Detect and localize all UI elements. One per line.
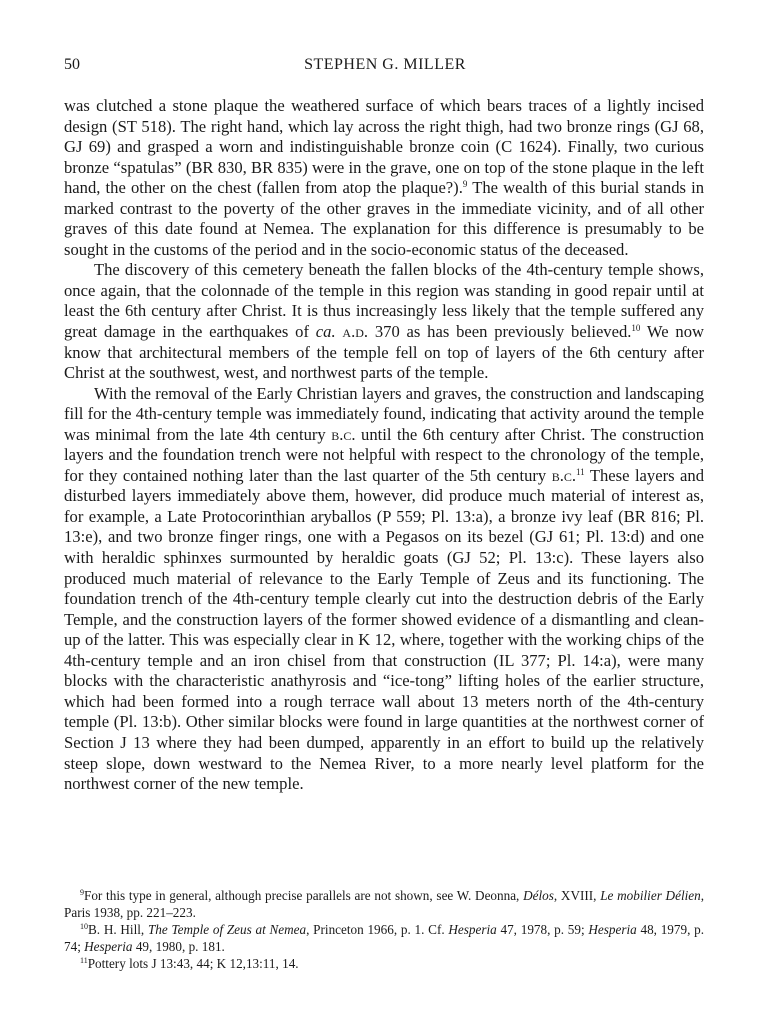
running-head: STEPHEN G. MILLER: [304, 56, 466, 73]
footnote-ref-11[interactable]: 11: [576, 466, 585, 477]
paragraph-3: With the removal of the Early Christian layers and graves, the construction and landscaping fill for the 4th-century temple was immediately found, indicating that activity around the temple was minimal from the late 4th century b.c. until the 6th century after Christ. The construction layers and the foundation trench were not helpful with respect to the chronology of the temple, for they contained nothing later than the last quarter of the 5th century b.c.$^{11}$ These layers and disturbed layers immediately above them, however, did produce much material of interest as, for example, a Late Protocorinthian aryballos (P 559; Pl. 13:a), a bronze ivy leaf (BR 816; Pl. 13:e), and two bronze finger rings, one with a Pegasos on its bezel (GJ 61; Pl. 13:d) and one with heraldic sphinxes surmounted by heraldic goats (GJ 52; Pl. 13:c). These layers also produced much material of relevance to the Early Temple of Zeus and its functioning. The foundation trench of the 4th-century temple clearly cut into the destruction debris of the Early Temple, and the construction layers of the former showed evidence of a dismantling and clean-up of the latter. This was especially clear in K 12, where, together with the working chips of the 4th-century temple and an iron chisel from that construction (IL 377; Pl. 14:a), were many blocks with the characteristic anathyrosis and “ice-tong” lifting holes of the earlier structure, which had been formed into a rough terrace wall about 13 meters north of the 4th-century temple (Pl. 13:b). Other similar blocks were found in large quantities at the northwest corner of Section J 13 where they had been dumped, apparently in an effort to build up the relatively steep slope, down westward to the Nemea River, to a more nearly level platform for the northwest corner of the new temple.: [64, 383, 705, 794]
footnote-9: $^9$For this type in general, although precise parallels are not shown, see W. Deonna, Délos, XVIII, Le mobilier Délien, Paris 1938, pp. 221–223.: [64, 888, 705, 920]
footnote-11: $^{11}$Pottery lots J 13:43, 44; K 12,13:11, 14.: [80, 956, 299, 972]
paragraph-1: was clutched a stone plaque the weathered surface of which bears traces of a lightly incised design (ST 518). The right hand, which lay across the right thigh, had two bronze rings (GJ 68, GJ 69) and grasped a worn and indistinguishable bronze coin (C 1624). Finally, two curious bronze “spatulas” (BR 830, BR 835) were in the grave, one on top of the stone plaque in the left hand, the other on the chest (fallen from atop the plaque?).$^9$ The wealth of this burial stands in marked contrast to the poverty of the other graves in the immediate vicinity, and of all other graves of this date found at Nemea. The explanation for this difference is presumably to be sought in the customs of the period and in the socio-economic status of the deceased.: [64, 96, 704, 259]
page-number: 50: [64, 56, 80, 73]
footnote-10: $^{10}$B. H. Hill, The Temple of Zeus at Nemea, Princeton 1966, p. 1. Cf. Hesperia 47, 1978, p. 59; Hesperia 48, 1979, p. 74; Hesperia 49, 1980, p. 181.: [64, 922, 705, 954]
footnote-ref-10[interactable]: 10: [631, 323, 641, 334]
page-header: [64, 56, 706, 80]
paragraph-2: The discovery of this cemetery beneath the fallen blocks of the 4th-century temple shows, once again, that the colonnade of the temple in this region was standing in good repair until at least the 6th century after Christ. It is thus increasingly less likely that the temple suffered any great damage in the earthquakes of ca. a.d. 370 as has been previously believed.$^{10}$ We now know that architectural members of the temple fell on top of layers of the 6th century after Christ at the southwest, west, and northwest parts of the temple.: [64, 260, 704, 383]
footnote-ref-9[interactable]: 9: [462, 179, 468, 190]
footnotes: [64, 888, 704, 973]
body-text: [64, 96, 704, 795]
